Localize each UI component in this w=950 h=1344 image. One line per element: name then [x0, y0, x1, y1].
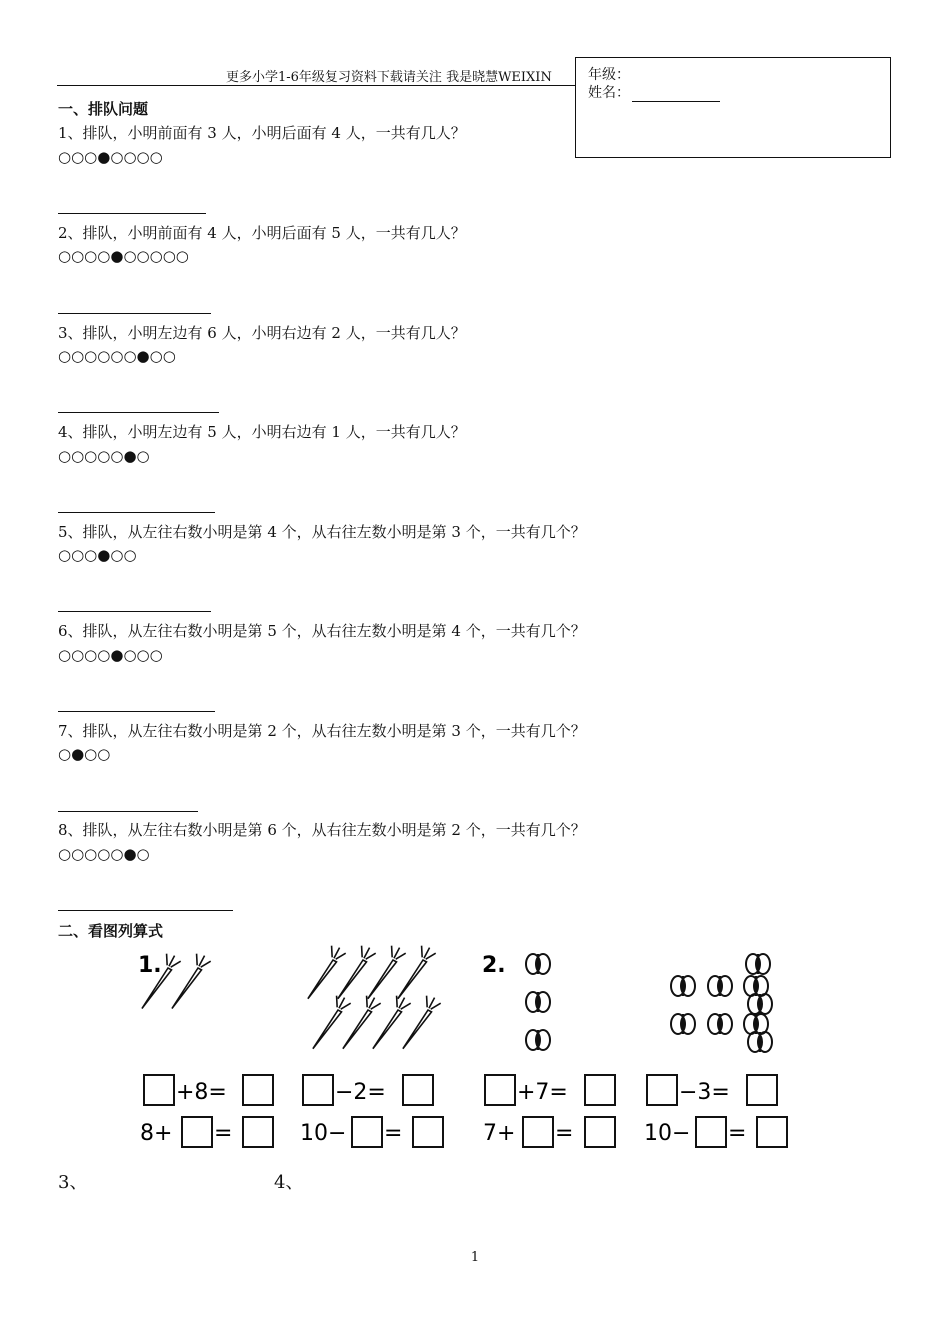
question-7-answer-line[interactable] [58, 811, 198, 812]
question-3-text: 3、排队，小明左边有 6 人，小明右边有 2 人，一共有几人？ [58, 324, 466, 342]
equation-row-2 [140, 1117, 787, 1147]
question-8-dots: ○○○○○●○ [58, 845, 150, 863]
answer-box[interactable] [182, 1117, 212, 1147]
answer-box[interactable] [747, 1075, 777, 1105]
question-3-dots: ○○○○○○●○○ [58, 347, 176, 365]
answer-box[interactable] [757, 1117, 787, 1147]
question-7-text: 7、排队，从左往右数小明是第 2 个，从右往左数小明是第 3 个，一共有几个？ [58, 722, 586, 740]
question-8-text: 8、排队，从左往右数小明是第 6 个，从右往左数小明是第 2 个，一共有几个？ [58, 821, 586, 839]
butterfly-icon-group-large [671, 954, 772, 1052]
question-2-text: 2、排队，小明前面有 4 人，小明后面有 5 人，一共有几人？ [58, 224, 466, 242]
question-4-text: 4、排队，小明左边有 5 人，小明右边有 1 人，一共有几人？ [58, 423, 466, 441]
carrot-icon-group-large [304, 944, 441, 1054]
name-label: 姓名： [588, 85, 630, 101]
answer-box[interactable] [585, 1117, 615, 1147]
figure-svg [130, 938, 790, 1153]
answer-box[interactable] [585, 1075, 615, 1105]
question-6-text: 6、排队，从左往右数小明是第 5 个，从右往左数小明是第 4 个，一共有几个？ [58, 622, 586, 640]
answer-box[interactable] [403, 1075, 433, 1105]
equation-text: 7+ [483, 1121, 516, 1146]
answer-box[interactable] [647, 1075, 677, 1105]
question-5-dots: ○○○●○○ [58, 546, 137, 564]
question-7-dots: ○●○○ [58, 745, 111, 763]
question-4-answer-line[interactable] [58, 512, 215, 513]
question-5-text: 5、排队，从左往右数小明是第 4 个，从右往左数小明是第 3 个，一共有几个？ [58, 523, 586, 541]
equation-text: 10− [644, 1121, 691, 1146]
answer-box[interactable] [696, 1117, 726, 1147]
figure-label-2: 2. [482, 953, 506, 978]
header-rule [57, 85, 577, 86]
name-blank-line[interactable] [632, 87, 720, 102]
equation-text: +8= [176, 1080, 227, 1105]
question-1-answer-line[interactable] [58, 213, 206, 214]
answer-box[interactable] [352, 1117, 382, 1147]
equation-text: = [555, 1121, 574, 1146]
name-row [588, 82, 720, 102]
question-2-answer-line[interactable] [58, 313, 211, 314]
question-6-dots: ○○○○●○○○ [58, 646, 163, 664]
equation-text: 10− [300, 1121, 347, 1146]
question-3-answer-line[interactable] [58, 412, 219, 413]
question-6-answer-line[interactable] [58, 711, 215, 712]
butterfly-icon-group-small [526, 954, 550, 1050]
section1-title: 一、排队问题 [58, 100, 149, 118]
equation-text: −2= [335, 1080, 386, 1105]
item-3-label: 3、 [58, 1172, 88, 1193]
answer-box[interactable] [523, 1117, 553, 1147]
question-1-text: 1、排队，小明前面有 3 人，小明后面有 4 人，一共有几人？ [58, 124, 466, 142]
equation-text: = [384, 1121, 403, 1146]
question-1-dots: ○○○●○○○○ [58, 148, 163, 166]
equation-text: −3= [679, 1080, 730, 1105]
question-5-answer-line[interactable] [58, 611, 211, 612]
page-number: 1 [470, 1250, 480, 1265]
figure-label-1: 1. [138, 953, 162, 978]
answer-box[interactable] [303, 1075, 333, 1105]
equation-text: +7= [517, 1080, 568, 1105]
answer-box[interactable] [413, 1117, 443, 1147]
equation-text: 8+ [140, 1121, 173, 1146]
student-info-box [575, 57, 891, 158]
answer-box[interactable] [243, 1075, 273, 1105]
question-4-dots: ○○○○○●○ [58, 447, 150, 465]
answer-box[interactable] [243, 1117, 273, 1147]
question-2-dots: ○○○○●○○○○○ [58, 247, 189, 265]
answer-box[interactable] [144, 1075, 174, 1105]
equation-row-1 [144, 1075, 777, 1105]
answer-box[interactable] [485, 1075, 515, 1105]
header-text: 更多小学1-6年级复习资料下载请关注 我是晓慧WEIXIN [226, 70, 552, 85]
section2-title: 二、看图列算式 [58, 922, 164, 940]
picture-equations-figure [130, 938, 790, 1153]
grade-label: 年级： [588, 67, 630, 83]
equation-text: = [728, 1121, 747, 1146]
question-8-answer-line[interactable] [58, 910, 233, 911]
equation-text: = [214, 1121, 233, 1146]
item-4-label: 4、 [274, 1172, 304, 1193]
